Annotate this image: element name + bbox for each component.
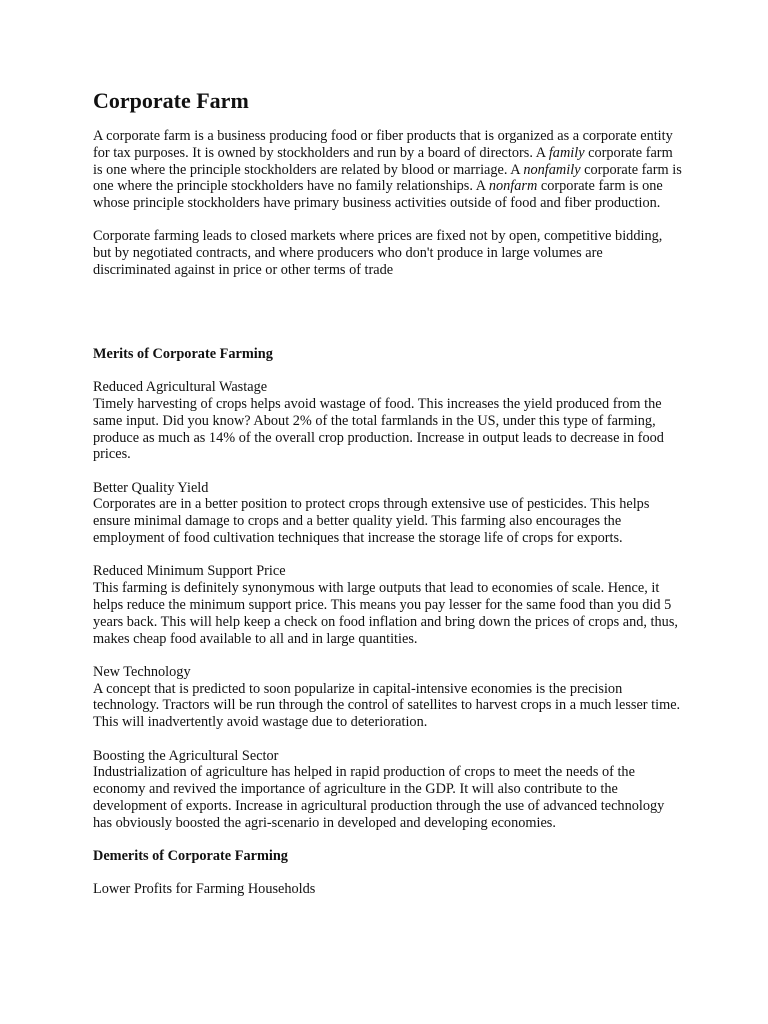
document-page: [93, 86, 683, 898]
merit-text: Timely harvesting of crops helps avoid wastage of food. This increases the yield produced from the same input. Did you know? About 2% of the total farmlands in the US, under this type of farming, produce as much as 14% of the overall crop production. Increase in output leads to decrease in food prices.: [93, 395, 664, 463]
intro-emphasis: family: [548, 144, 585, 161]
page-title: Corporate Farm: [93, 88, 249, 113]
demerit-item: [93, 881, 683, 898]
merit-item: [93, 748, 683, 832]
merit-title: Boosting the Agricultural Sector: [93, 747, 279, 764]
intro-text: corporate farm is one whose principle stockholders have primary business activities outside of food and fiber production.: [93, 178, 663, 212]
intro-text: corporate farm is one where the principle stockholders are related by blood or marriage. A: [93, 144, 673, 178]
intro-emphasis: nonfarm: [488, 178, 538, 195]
merit-text: A concept that is predicted to soon popularize in capital-intensive economies is the precision technology. Tractors will be run through the control of satellites to harvest crops in a much lesser time. This will inadvertently avoid wastage due to deterioration.: [93, 680, 681, 731]
merit-item: [93, 563, 683, 647]
merit-title: Reduced Agricultural Wastage: [93, 379, 268, 396]
merits-heading: Merits of Corporate Farming: [93, 345, 273, 362]
demerit-title: Lower Profits for Farming Households: [93, 881, 316, 898]
intro-emphasis: nonfamily: [523, 161, 581, 178]
merit-item: [93, 480, 683, 547]
demerits-heading: Demerits of Corporate Farming: [93, 848, 288, 864]
merit-item: [93, 664, 683, 731]
merit-title: Better Quality Yield: [93, 479, 209, 496]
merit-title: New Technology: [93, 663, 191, 680]
merit-text: Industrialization of agriculture has helped in rapid production of crops to meet the needs of the economy and revived the importance of agriculture in the GDP. It will also contribute to the development of exports. Increase in agricultural production through the use of advanced technology has obviously boosted the agri-scenario in developed and developing economies.: [93, 764, 665, 831]
merit-text: This farming is definitely synonymous with large outputs that lead to economies of scale. Hence, it helps reduce the minimum support price. This means you pay lesser for the same food than you did 5 years back. This will help keep a check on food inflation and bring down the prices of crops and, thus, makes cheap food available to all and in large quantities.: [93, 580, 678, 647]
intro-paragraph: [93, 128, 683, 212]
closed-markets-paragraph: Corporate farming leads to closed markets where prices are fixed not by open, competitive bidding, but by negotiated contracts, and where producers who don't produce in large volumes are discriminated against in price or other terms of trade: [93, 228, 663, 279]
intro-text: corporate farm is one where the principle stockholders have no family relationships. A: [93, 161, 682, 195]
intro-text: A corporate farm is a business producing food or fiber products that is organized as a corporate entity for tax purposes. It is owned by stockholders and run by a board of directors. A: [93, 128, 673, 161]
merit-text: Corporates are in a better position to protect crops through extensive use of pesticides. This helps ensure minimal damage to crops and a better quality yield. This farming also encourages the employment of food cultivation techniques that increase the storage life of crops for exports.: [93, 496, 650, 547]
merit-item: [93, 379, 683, 463]
merit-title: Reduced Minimum Support Price: [93, 563, 286, 580]
